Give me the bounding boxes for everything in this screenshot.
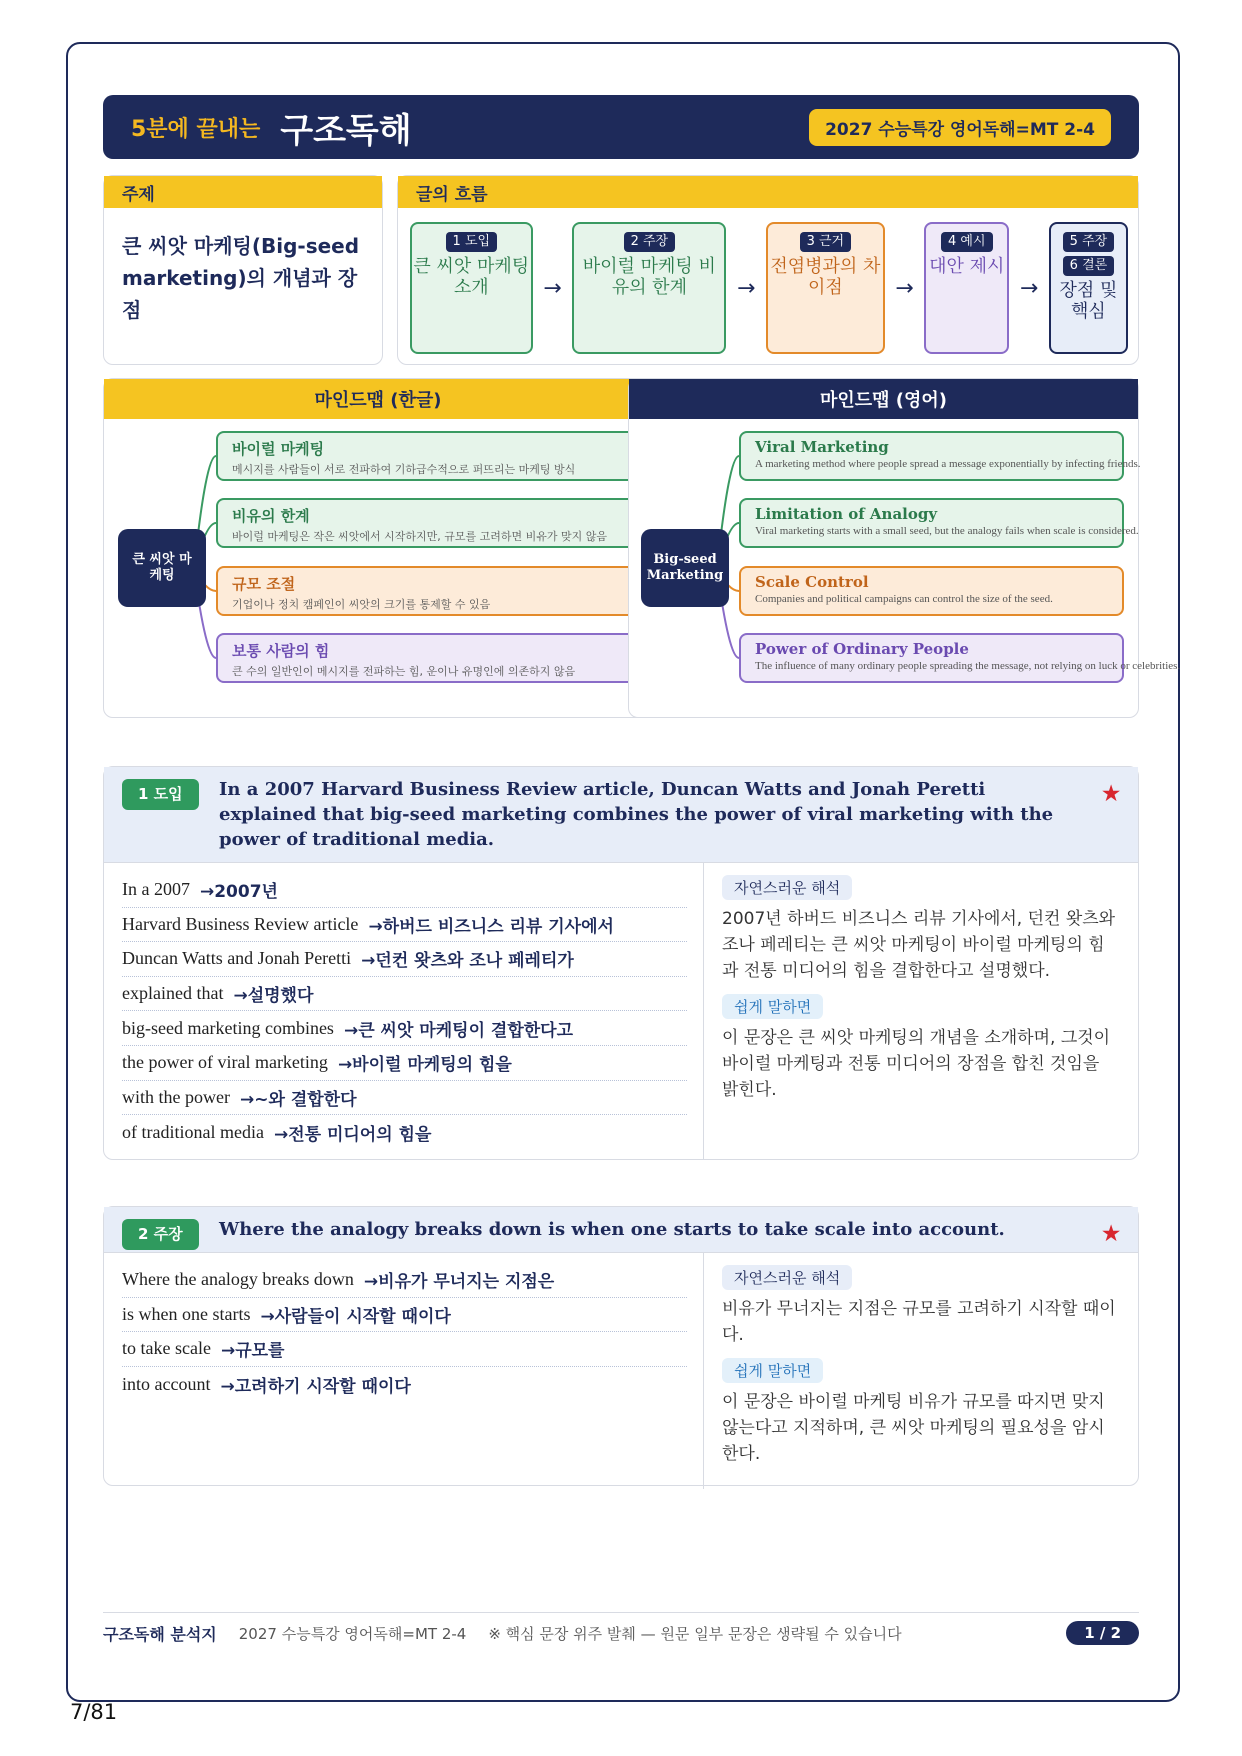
source-badge: 2027 수능특강 영어독해=MT 2-4 <box>809 109 1111 146</box>
flow-arrow-icon: → <box>543 275 562 301</box>
mindmap-branch-title: 바이럴 마케팅 <box>232 440 325 458</box>
easy-explanation: 이 문장은 큰 씨앗 마케팅의 개념을 소개하며, 그것이 바이럴 마케팅과 전통 미디어의 장점을 합친 것임을 밝힌다. <box>722 1028 1111 1100</box>
chunk-korean: →큰 씨앗 마케팅이 결합한다고 <box>343 1020 574 1041</box>
chunk-row <box>122 977 687 1012</box>
flow-step-tag: 6 결론 <box>1063 256 1115 276</box>
flow-step-text: 큰 씨앗 마케팅 소개 <box>413 256 530 298</box>
flow-label: 글의 흐름 <box>398 176 1138 208</box>
mindmap-branch-desc: 바이럴 마케팅은 작은 씨앗에서 시작하지만, 규모를 고려하면 비유가 맞지 않음 <box>232 530 607 543</box>
mindmap-branch-title: Power of Ordinary People <box>755 640 969 658</box>
chunk-row <box>122 1081 687 1116</box>
chunk-english: Harvard Business Review article <box>122 913 359 934</box>
chunk-english: to take scale <box>122 1338 211 1359</box>
chunk-row <box>122 908 687 943</box>
chunk-korean: →던컨 왓츠와 조나 페레티가 <box>361 951 574 972</box>
topic-box <box>103 175 383 365</box>
chunk-korean: →설명했다 <box>233 986 314 1007</box>
mindmap-branch-title: 보통 사람의 힘 <box>232 642 330 660</box>
interpretation <box>704 1253 1138 1489</box>
flow-arrow-icon: → <box>737 275 756 301</box>
chunk-korean: →전통 미디어의 힘을 <box>273 1124 432 1145</box>
flow-step <box>766 222 885 354</box>
chunk-row <box>122 1011 687 1046</box>
chunk-row <box>122 873 687 908</box>
flow-box <box>397 175 1139 365</box>
chunk-english: explained that <box>122 983 224 1004</box>
sentence-block <box>103 1206 1139 1486</box>
mindmap-english <box>628 378 1181 718</box>
footer-note: ※ 핵심 문장 위주 발췌 — 원문 일부 문장은 생략될 수 있습니다 <box>488 1624 902 1643</box>
mindmap-branch <box>739 498 1139 548</box>
mindmap-branch-desc: 메시지를 사람들이 서로 전파하여 기하급수적으로 퍼뜨리는 마케팅 방식 <box>232 463 576 476</box>
mindmap-branch-title: Limitation of Analogy <box>755 505 938 523</box>
page-number: 7/81 <box>70 1700 118 1724</box>
chunk-english: In a 2007 <box>122 879 190 900</box>
mindmap-branch <box>216 566 644 616</box>
chunk-row <box>122 1298 687 1333</box>
natural-label: 자연스러운 해석 <box>722 1265 852 1290</box>
page-title: 구조독해 <box>280 110 412 151</box>
flow-step <box>1049 222 1128 354</box>
mindmap-branch <box>739 566 1124 616</box>
mindmap-branch-desc: 큰 수의 일반인이 메시지를 전파하는 힘, 운이나 유명인에 의존하지 않음 <box>232 665 576 678</box>
topic-text: 큰 씨앗 마케팅(Big-seed marketing)의 개념과 장점 <box>122 234 360 322</box>
star-icon: ★ <box>1102 1221 1120 1245</box>
mindmap-korean-label: 마인드맵 (한글) <box>104 379 652 419</box>
mindmap-branch-desc: Viral marketing starts with a small seed, but the analogy fails when scale is considered. <box>755 525 1139 537</box>
chunk-english: big-seed marketing combines <box>122 1017 334 1038</box>
chunk-list <box>104 863 704 1160</box>
chunk-row <box>122 942 687 977</box>
flow-step-text: 전염병과의 차이점 <box>770 256 881 298</box>
chunk-english: Duncan Watts and Jonah Peretti <box>122 948 352 969</box>
easy-label: 쉽게 말하면 <box>722 1358 823 1383</box>
chunk-korean: →하버드 비즈니스 리뷰 기사에서 <box>368 916 614 937</box>
footer-page-badge: 1 / 2 <box>1066 1621 1139 1645</box>
flow-step-tag: 4 예시 <box>941 232 993 252</box>
chunk-row <box>122 1367 687 1402</box>
sentence-tag: 1 도입 <box>122 779 199 810</box>
flow-step-tag: 1 도입 <box>446 232 498 252</box>
mindmap-branch <box>739 431 1141 481</box>
mindmap-branch-desc: 기업이나 정치 캠페인이 씨앗의 크기를 통제할 수 있음 <box>232 598 491 611</box>
natural-translation: 2007년 하버드 비즈니스 리뷰 기사에서, 던컨 왓츠와 조나 페레티는 큰 씨앗 마케팅이 바이럴 마케팅의 힘과 전통 미디어의 힘을 결합한다고 설명했다. <box>722 909 1116 981</box>
mindmap-branch <box>216 633 644 683</box>
mindmap-english-center: Big-seed Marketing <box>641 529 729 607</box>
topic-label: 주제 <box>104 176 382 208</box>
sentence-text: Where the analogy breaks down is when one starts to take scale into account. <box>219 1219 1005 1240</box>
flow-step-tag: 3 근거 <box>800 232 852 252</box>
chunk-korean: →비유가 무너지는 지점은 <box>363 1272 555 1293</box>
chunk-english: of traditional media <box>122 1121 264 1142</box>
sentence-block <box>103 766 1139 1160</box>
flow-step-text: 바이럴 마케팅 비유의 한계 <box>582 256 716 298</box>
natural-translation: 비유가 무너지는 지점은 규모를 고려하기 시작할 때이다. <box>722 1299 1116 1345</box>
mindmap-branch <box>739 633 1181 683</box>
mindmap-branch-desc: Companies and political campaigns can control the size of the seed. <box>755 593 1053 605</box>
chunk-row <box>122 1263 687 1298</box>
flow-step-text: 대안 제시 <box>929 256 1005 277</box>
chunk-row <box>122 1046 687 1081</box>
mindmap-branch-title: Scale Control <box>755 573 869 591</box>
flow-step <box>924 222 1009 354</box>
mindmap-branch-title: 규모 조절 <box>232 575 296 593</box>
flow-step <box>410 222 533 354</box>
flow-step-tag: 2 주장 <box>624 232 676 252</box>
mindmap-english-label: 마인드맵 (영어) <box>629 379 1138 419</box>
chunk-english: Where the analogy breaks down <box>122 1269 354 1290</box>
chunk-english: with the power <box>122 1086 230 1107</box>
chunk-english: into account <box>122 1373 211 1394</box>
mindmap-branch-desc: The influence of many ordinary people spreading the message, not relying on luck or celebrities. <box>755 660 1181 672</box>
flow-step <box>572 222 726 354</box>
chunk-list <box>104 1253 704 1489</box>
chunk-row <box>122 1115 687 1150</box>
page-footer <box>103 1612 1139 1645</box>
mindmap-branch-title: Viral Marketing <box>755 438 889 456</box>
flow-steps <box>410 222 1128 354</box>
mindmap-korean <box>103 378 653 718</box>
chunk-english: the power of viral marketing <box>122 1052 328 1073</box>
easy-label: 쉽게 말하면 <box>722 994 823 1019</box>
chunk-korean: →바이럴 마케팅의 힘을 <box>337 1055 512 1076</box>
chunk-korean: →규모를 <box>220 1341 285 1362</box>
flow-arrow-icon: → <box>895 275 914 301</box>
natural-label: 자연스러운 해석 <box>722 875 852 900</box>
mindmap-branch-title: 비유의 한계 <box>232 507 310 525</box>
mindmap-korean-center: 큰 씨앗 마케팅 <box>118 529 206 607</box>
page-header <box>103 95 1139 159</box>
flow-step-text: 장점 및 핵심 <box>1059 280 1118 322</box>
chunk-korean: →사람들이 시작할 때이다 <box>260 1306 451 1327</box>
footer-source: 2027 수능특강 영어독해=MT 2-4 <box>238 1624 467 1643</box>
interpretation <box>704 863 1138 1160</box>
flow-arrow-icon: → <box>1019 275 1039 301</box>
easy-explanation: 이 문장은 바이럴 마케팅 비유가 규모를 따지면 맞지 않는다고 지적하며, 큰 씨앗 마케팅의 필요성을 암시한다. <box>722 1392 1105 1464</box>
chunk-english: is when one starts <box>122 1303 251 1324</box>
mindmap-branch <box>216 498 644 548</box>
sentence-header <box>104 1207 1138 1253</box>
chunk-korean: →2007년 <box>199 882 278 903</box>
chunk-row <box>122 1332 687 1367</box>
sentence-text: In a 2007 Harvard Business Review article, Duncan Watts and Jonah Peretti explained that big-seed marketing combines the power of viral marketing with the power of traditional media. <box>219 779 1054 850</box>
star-icon: ★ <box>1102 781 1120 805</box>
flow-step-tag: 5 주장 <box>1063 232 1115 252</box>
mindmap-branch-desc: A marketing method where people spread a message exponentially by infecting friends. <box>755 458 1141 470</box>
header-subtitle: 5분에 끝내는 <box>131 116 261 142</box>
chunk-korean: →~와 결합한다 <box>239 1089 357 1110</box>
chunk-korean: →고려하기 시작할 때이다 <box>220 1376 411 1397</box>
sentence-tag: 2 주장 <box>122 1219 199 1250</box>
footer-brand: 구조독해 분석지 <box>103 1624 217 1644</box>
sentence-header <box>104 767 1138 863</box>
mindmap-branch <box>216 431 644 481</box>
